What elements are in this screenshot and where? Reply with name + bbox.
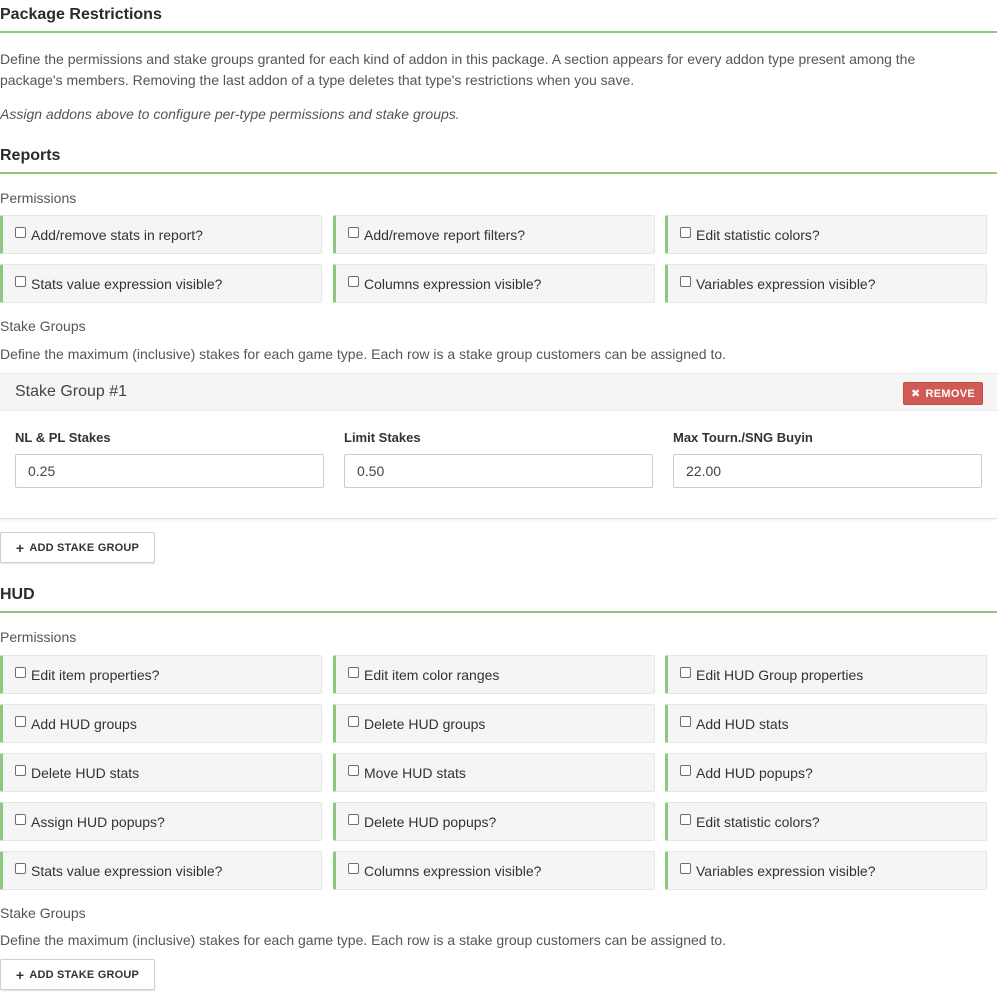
permission-label: Add/remove report filters? [364, 226, 526, 243]
checkbox[interactable] [348, 227, 359, 238]
checkbox[interactable] [348, 765, 359, 776]
checkbox[interactable] [15, 227, 26, 238]
limit-stakes-input[interactable] [344, 454, 653, 488]
hud-permission-item[interactable] [333, 704, 655, 743]
reports-permission-item[interactable] [665, 215, 987, 254]
permission-label: Variables expression visible? [696, 862, 876, 879]
checkbox[interactable] [15, 765, 26, 776]
checkbox[interactable] [680, 765, 691, 776]
section-divider [0, 172, 997, 174]
hud-permission-item[interactable] [0, 753, 322, 792]
add-stake-group-label: ADD STAKE GROUP [29, 968, 140, 981]
section-divider [0, 31, 997, 33]
checkbox[interactable] [680, 716, 691, 727]
checkbox[interactable] [15, 276, 26, 287]
reports-permissions-label: Permissions [0, 190, 77, 206]
limit-stakes-label: Limit Stakes [344, 430, 421, 445]
reports-permission-item[interactable] [333, 215, 655, 254]
plus-icon: + [15, 539, 25, 556]
checkbox[interactable] [680, 814, 691, 825]
permission-label: Edit statistic colors? [696, 813, 820, 830]
checkbox[interactable] [15, 667, 26, 678]
checkbox[interactable] [15, 716, 26, 727]
hud-stake-groups-label: Stake Groups [0, 905, 86, 921]
hud-permission-item[interactable] [665, 851, 987, 890]
permission-label: Delete HUD popups? [364, 813, 497, 830]
permission-label: Edit HUD Group properties [696, 666, 864, 683]
hud-section-title: HUD [0, 586, 35, 603]
permission-label: Variables expression visible? [696, 275, 876, 292]
remove-stake-group-button[interactable] [903, 382, 983, 405]
section-divider [0, 611, 997, 613]
hud-stake-groups-description: Define the maximum (inclusive) stakes for each game type. Each row is a stake group customers can be assigned to. [0, 932, 727, 948]
permission-label: Columns expression visible? [364, 862, 542, 879]
permission-label: Add/remove stats in report? [31, 226, 203, 243]
hud-permission-item[interactable] [665, 704, 987, 743]
hud-permission-item[interactable] [665, 753, 987, 792]
permission-label: Stats value expression visible? [31, 862, 223, 879]
plus-icon: + [15, 966, 25, 983]
checkbox[interactable] [680, 863, 691, 874]
nl-pl-stakes-label: NL & PL Stakes [15, 430, 111, 445]
stake-group-card [0, 373, 997, 519]
add-stake-group-label: ADD STAKE GROUP [29, 541, 140, 554]
reports-section-title: Reports [0, 147, 61, 164]
hud-permission-item[interactable] [333, 802, 655, 841]
hud-permission-item[interactable] [665, 802, 987, 841]
stake-group-header [0, 373, 997, 411]
permission-label: Move HUD stats [364, 764, 466, 781]
permission-label: Delete HUD stats [31, 764, 140, 781]
checkbox[interactable] [15, 814, 26, 825]
checkbox[interactable] [15, 863, 26, 874]
add-stake-group-button[interactable] [0, 959, 155, 990]
permission-label: Add HUD stats [696, 715, 789, 732]
hud-permission-item[interactable] [0, 802, 322, 841]
package-restrictions-title: Package Restrictions [0, 6, 162, 23]
max-tourn-buyin-label: Max Tourn./SNG Buyin [673, 430, 813, 445]
permission-label: Edit item properties? [31, 666, 160, 683]
checkbox[interactable] [680, 667, 691, 678]
checkbox[interactable] [348, 716, 359, 727]
hud-permission-item[interactable] [333, 753, 655, 792]
max-tourn-buyin-input[interactable] [673, 454, 982, 488]
checkbox[interactable] [348, 863, 359, 874]
hud-permission-item[interactable] [0, 704, 322, 743]
add-stake-group-button[interactable] [0, 532, 155, 563]
package-restrictions-hint: Assign addons above to configure per-type permissions and stake groups. [0, 106, 460, 122]
permission-label: Edit item color ranges [364, 666, 500, 683]
hud-permission-item[interactable] [0, 851, 322, 890]
permission-label: Columns expression visible? [364, 275, 542, 292]
reports-permission-item[interactable] [0, 264, 322, 303]
remove-button-label: REMOVE [925, 387, 975, 400]
hud-permission-item[interactable] [665, 655, 987, 694]
hud-permission-item[interactable] [333, 655, 655, 694]
permission-label: Stats value expression visible? [31, 275, 223, 292]
checkbox[interactable] [680, 227, 691, 238]
reports-permission-item[interactable] [665, 264, 987, 303]
checkbox[interactable] [348, 814, 359, 825]
reports-permission-item[interactable] [0, 215, 322, 254]
stake-group-title: Stake Group #1 [15, 383, 128, 400]
permission-label: Delete HUD groups [364, 715, 486, 732]
checkbox[interactable] [348, 667, 359, 678]
checkbox[interactable] [348, 276, 359, 287]
reports-permission-item[interactable] [333, 264, 655, 303]
permission-label: Add HUD popups? [696, 764, 813, 781]
reports-stake-groups-description: Define the maximum (inclusive) stakes for each game type. Each row is a stake group customers can be assigned to. [0, 346, 727, 362]
nl-pl-stakes-input[interactable] [15, 454, 324, 488]
checkbox[interactable] [680, 276, 691, 287]
package-restrictions-description: Define the permissions and stake groups granted for each kind of addon in this package. A section appears for every addon type present among the package's members. Removing the last addon of a type deletes that type's restrictions when you save. [0, 51, 916, 88]
reports-stake-groups-label: Stake Groups [0, 318, 86, 334]
close-icon: ✖ [910, 388, 921, 400]
permission-label: Assign HUD popups? [31, 813, 165, 830]
hud-permissions-label: Permissions [0, 629, 77, 645]
hud-permission-item[interactable] [0, 655, 322, 694]
permission-label: Edit statistic colors? [696, 226, 820, 243]
permission-label: Add HUD groups [31, 715, 137, 732]
hud-permission-item[interactable] [333, 851, 655, 890]
